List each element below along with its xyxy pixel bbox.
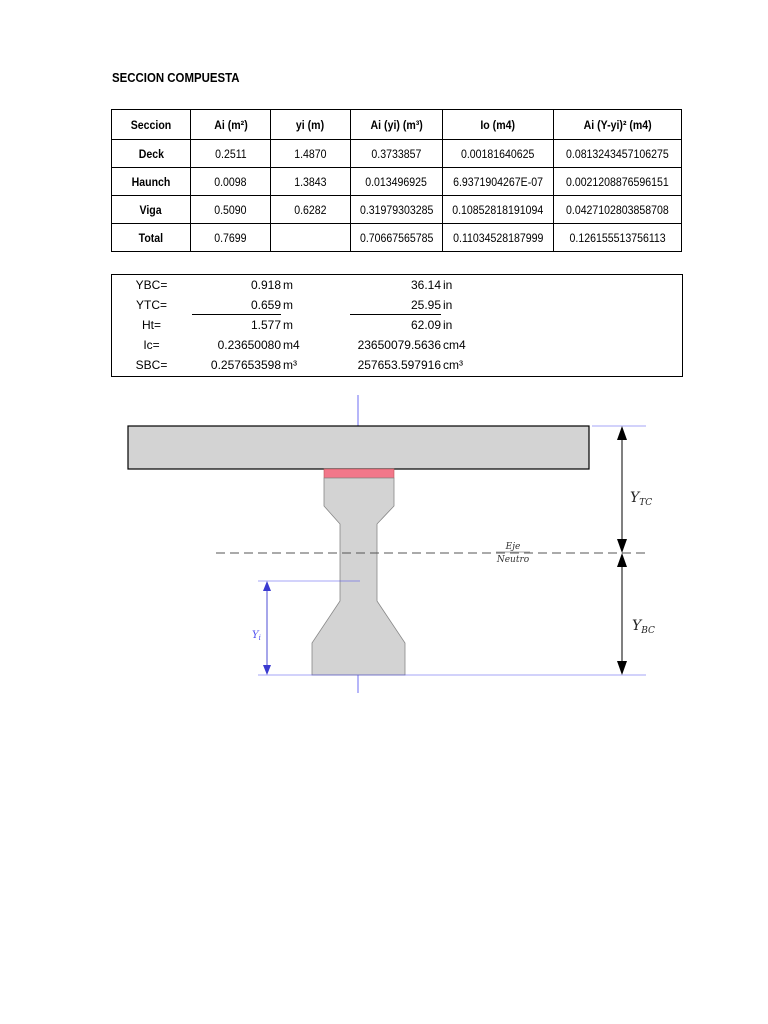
summary-unit-si: m bbox=[283, 318, 293, 332]
table-cell: 0.3733857 bbox=[351, 140, 443, 168]
header-seccion: Seccion bbox=[112, 110, 191, 140]
table-row bbox=[112, 140, 682, 168]
summary-value-alt: 23650079.5636 bbox=[357, 338, 441, 352]
table-cell: 0.0427102803858708 bbox=[554, 196, 682, 224]
girder-viga bbox=[312, 478, 405, 675]
table-cell: 0.70667565785 bbox=[351, 224, 443, 252]
ytc-arrow-top bbox=[617, 426, 627, 440]
summary-value-alt: 25.95 bbox=[410, 298, 441, 312]
summary-unit-alt: cm4 bbox=[443, 338, 466, 352]
header-ai-y-yi2: Ai (Y-yi)² (m4) bbox=[554, 110, 682, 140]
summary-value-si: 0.918 bbox=[250, 278, 281, 292]
summary-label: YTC= bbox=[135, 298, 167, 312]
neutral-axis-label-bottom: Neutro bbox=[496, 555, 530, 565]
deck-slab bbox=[128, 426, 589, 469]
summary-value-si: 0.659 bbox=[250, 298, 281, 312]
ytc-arrow-bottom bbox=[617, 539, 627, 553]
summary-value-alt: 36.14 bbox=[410, 278, 441, 292]
table-cell: 0.00181640625 bbox=[443, 140, 554, 168]
summary-row bbox=[112, 355, 682, 375]
table-header-row bbox=[112, 110, 682, 140]
ybc-arrow-top bbox=[617, 553, 627, 567]
composite-section-drawing bbox=[118, 390, 658, 695]
row-label: Total bbox=[112, 224, 191, 252]
summary-unit-si: m4 bbox=[283, 338, 300, 352]
table-cell: 0.31979303285 bbox=[351, 196, 443, 224]
table-cell: 0.10852818191094 bbox=[443, 196, 554, 224]
summary-label: SBC= bbox=[135, 358, 168, 372]
yi-arrow-top bbox=[263, 581, 271, 591]
neutral-axis-label-top: Eje bbox=[505, 542, 521, 552]
summary-value-alt: 62.09 bbox=[410, 318, 441, 332]
header-yi: yi (m) bbox=[271, 110, 351, 140]
table-cell: 1.4870 bbox=[271, 140, 351, 168]
summary-unit-alt: in bbox=[443, 278, 453, 292]
summary-unit-si: m bbox=[283, 298, 293, 312]
summary-value-alt: 257653.597916 bbox=[357, 358, 441, 372]
summary-row bbox=[112, 275, 682, 295]
table-cell: 0.7699 bbox=[191, 224, 271, 252]
row-label: Viga bbox=[112, 196, 191, 224]
summary-unit-alt: in bbox=[443, 298, 453, 312]
row-label: Haunch bbox=[112, 168, 191, 196]
table-cell: 1.3843 bbox=[271, 168, 351, 196]
section-properties-table bbox=[111, 109, 682, 252]
summary-label: Ht= bbox=[141, 318, 161, 332]
summary-label: Ic= bbox=[143, 338, 160, 352]
table-row-total bbox=[112, 224, 682, 252]
header-io: Io (m4) bbox=[443, 110, 554, 140]
summary-unit-si: m bbox=[283, 278, 293, 292]
haunch bbox=[324, 469, 394, 478]
summary-unit-alt: cm³ bbox=[443, 358, 463, 372]
page-title: SECCION COMPUESTA bbox=[112, 70, 240, 85]
summary-row bbox=[112, 335, 682, 355]
summary-label: YBC= bbox=[135, 278, 168, 292]
table-cell: 0.013496925 bbox=[351, 168, 443, 196]
table-cell: 0.0813243457106275 bbox=[554, 140, 682, 168]
table-cell: 0.126155513756113 bbox=[554, 224, 682, 252]
yi-arrow-bottom bbox=[263, 665, 271, 675]
ybc-label: $Y_{BC}$ bbox=[632, 618, 655, 636]
ybc-arrow-bottom bbox=[617, 661, 627, 675]
summary-box bbox=[111, 274, 683, 377]
summary-row bbox=[112, 315, 682, 335]
table-cell: 6.9371904267E-07 bbox=[443, 168, 554, 196]
row-label: Deck bbox=[112, 140, 191, 168]
summary-value-si: 0.23650080 bbox=[217, 338, 281, 352]
table-cell: 0.6282 bbox=[271, 196, 351, 224]
table-cell: 0.0098 bbox=[191, 168, 271, 196]
table-row bbox=[112, 168, 682, 196]
yi-label: $Y_i$ bbox=[252, 630, 261, 642]
ytc-label: $Y_{TC}$ bbox=[630, 490, 653, 508]
table-row bbox=[112, 196, 682, 224]
table-cell: 0.5090 bbox=[191, 196, 271, 224]
summary-unit-alt: in bbox=[443, 318, 453, 332]
table-cell: 0.2511 bbox=[191, 140, 271, 168]
table-cell: 0.11034528187999 bbox=[443, 224, 554, 252]
summary-row bbox=[112, 295, 682, 315]
summary-value-si: 1.577 bbox=[250, 318, 281, 332]
summary-value-si: 0.257653598 bbox=[210, 358, 281, 372]
header-ai-yi: Ai (yi) (m³) bbox=[351, 110, 443, 140]
summary-unit-si: m³ bbox=[283, 358, 297, 372]
table-cell bbox=[271, 224, 351, 252]
table-cell: 0.0021208876596151 bbox=[554, 168, 682, 196]
header-area: Ai (m²) bbox=[191, 110, 271, 140]
